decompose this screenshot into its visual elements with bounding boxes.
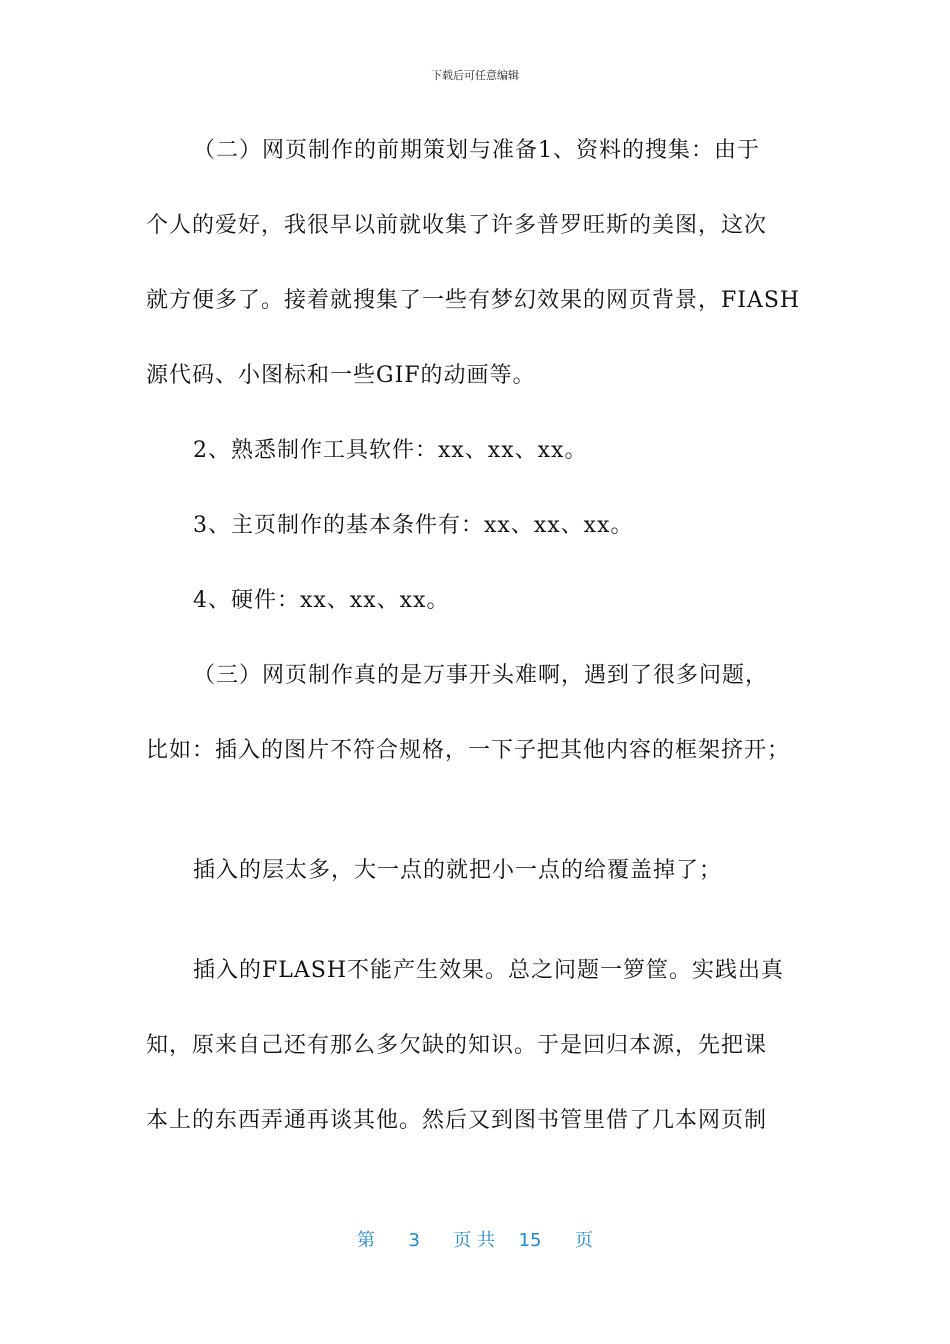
body-line-9: 比如：插入的图片不符合规格，一下子把其他内容的框架挤开； [146, 738, 791, 763]
body-line-12: 知，原来自己还有那么多欠缺的知识。于是回归本源，先把课 [146, 1033, 768, 1058]
body-line-7: 4、硬件：xx、xx、xx。 [193, 588, 450, 613]
body-line-3: 就方便多了。接着就搜集了一些有梦幻效果的网页背景，FIASH [146, 288, 801, 313]
body-line-4: 源代码、小图标和一些GIF的动画等。 [146, 363, 536, 388]
body-line-5: 2、熟悉制作工具软件：xx、xx、xx。 [193, 438, 588, 463]
body-line-8: （三）网页制作真的是万事开头难啊，遇到了很多问题， [193, 663, 769, 688]
footer-prefix: 第 [357, 1230, 376, 1251]
body-line-13: 本上的东西弄通再谈其他。然后又到图书管里借了几本网页制 [146, 1108, 768, 1133]
body-line-1: （二）网页制作的前期策划与准备1、资料的搜集：由于 [193, 138, 760, 163]
body-line-10: 插入的层太多，大一点的就把小一点的给覆盖掉了； [193, 858, 723, 883]
footer-page-number: 3 [408, 1230, 420, 1251]
body-line-2: 个人的爱好，我很早以前就收集了许多普罗旺斯的美图，这次 [146, 213, 768, 238]
footer-middle: 页 共 [453, 1230, 496, 1251]
footer-total-pages: 15 [518, 1230, 542, 1251]
body-line-6: 3、主页制作的基本条件有：xx、xx、xx。 [193, 513, 634, 538]
footer-suffix: 页 [574, 1230, 593, 1251]
page-footer [0, 1226, 950, 1252]
page-header: 下载后可任意编辑 [431, 69, 519, 82]
body-line-11: 插入的FLASH不能产生效果。总之问题一箩筐。实践出真 [193, 958, 785, 983]
